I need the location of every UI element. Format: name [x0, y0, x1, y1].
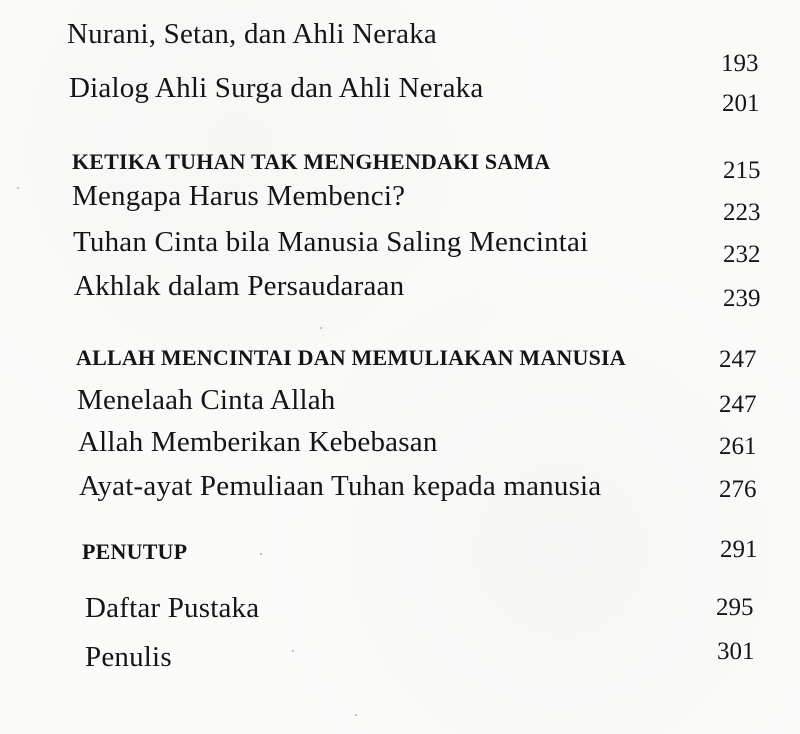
scan-speck: [260, 553, 262, 555]
toc-page-number: 247: [719, 346, 757, 373]
toc-entry-title: Penulis: [85, 641, 172, 673]
toc-page-number: 247: [719, 391, 757, 418]
toc-page-number: 232: [723, 241, 761, 268]
toc-page-number: 223: [723, 199, 761, 226]
toc-section-heading: KETIKA TUHAN TAK MENGHENDAKI SAMA: [72, 149, 551, 174]
toc-page-number: 201: [722, 90, 760, 117]
toc-entry-title: Menelaah Cinta Allah: [77, 384, 336, 416]
toc-entry-title: Mengapa Harus Membenci?: [72, 180, 406, 212]
toc-page-number: 239: [723, 285, 761, 312]
toc-section-heading: ALLAH MENCINTAI DAN MEMULIAKAN MANUSIA: [76, 345, 626, 370]
toc-entry-title: Ayat-ayat Pemuliaan Tuhan kepada manusia: [79, 470, 602, 502]
scan-speck: [292, 650, 294, 652]
toc-entry-title: Tuhan Cinta bila Manusia Saling Mencintai: [73, 226, 589, 258]
toc-entry-title: Dialog Ahli Surga dan Ahli Neraka: [69, 72, 484, 104]
scan-speck: [355, 714, 357, 716]
toc-page-number: 193: [721, 50, 759, 77]
toc-page-number: 291: [720, 536, 758, 563]
toc-entry-title: Daftar Pustaka: [85, 592, 260, 624]
scan-speck: [17, 187, 19, 189]
toc-entry-title: Nurani, Setan, dan Ahli Neraka: [67, 18, 438, 50]
scan-speck: [320, 327, 322, 329]
scan-speck: [468, 358, 470, 360]
toc-section-heading: PENUTUP: [82, 539, 188, 564]
toc-page-number: 261: [719, 433, 757, 460]
toc-entry-title: Allah Memberikan Kebebasan: [78, 426, 438, 458]
toc-page-number: 276: [719, 476, 757, 503]
toc-entry-title: Akhlak dalam Persaudaraan: [74, 270, 405, 302]
toc-page-number: 301: [717, 638, 755, 665]
toc-page-number: 295: [716, 594, 754, 621]
toc-page-number: 215: [723, 157, 761, 184]
